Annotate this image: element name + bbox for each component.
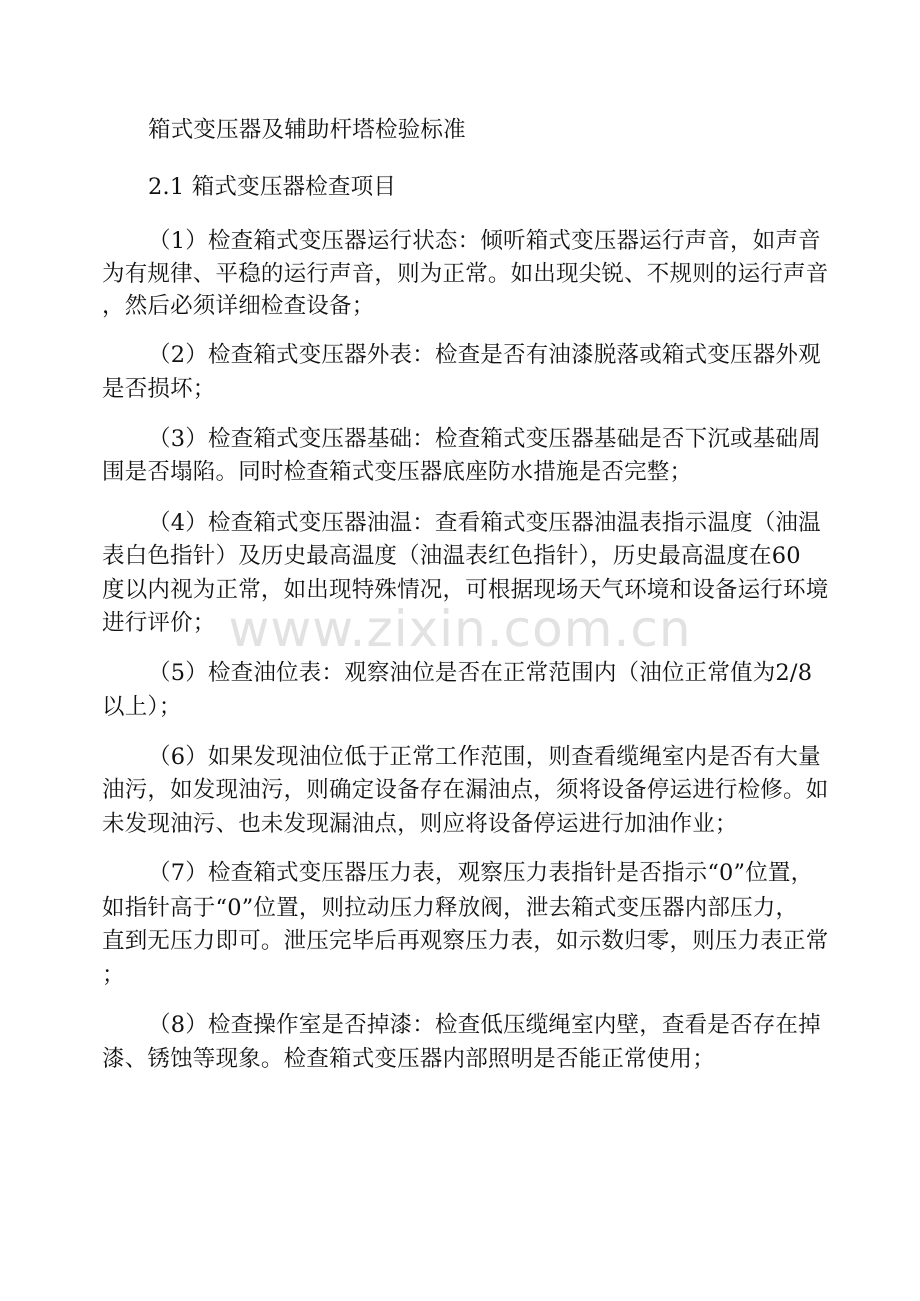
paragraph-line: 是否损坏； — [102, 376, 216, 402]
paragraph-line: （1）检查箱式变压器运行状态：倾听箱式变压器运行声音，如声音 — [148, 228, 821, 254]
paragraph-line: （8）检查操作室是否掉漆：检查低压缆绳室内壁，查看是否存在掉 — [148, 1012, 821, 1038]
paragraph-line: ，然后必须详细检查设备； — [102, 293, 375, 319]
paragraph-line: 为有规律、平稳的运行声音，则为正常。如出现尖锐、不规则的运行声音 — [102, 261, 829, 287]
paragraph-line: （6）如果发现油位低于正常工作范围，则查看缆绳室内是否有大量 — [148, 744, 821, 770]
paragraph-line: 如指针高于“0”位置，则拉动压力释放阀，泄去箱式变压器内部压力， — [102, 895, 799, 921]
paragraph-line: （5）检查油位表：观察油位是否在正常范围内（油位正常值为2/8 — [148, 660, 813, 686]
paragraph-line: 围是否塌陷。同时检查箱式变压器底座防水措施是否完整； — [102, 459, 693, 485]
paragraph-line: 直到无压力即可。泄压完毕后再观察压力表，如示数归零，则压力表正常 — [102, 928, 829, 954]
paragraph-line: （2）检查箱式变压器外表：检查是否有油漆脱落或箱式变压器外观 — [148, 342, 821, 368]
paragraph-line: 油污，如发现油污，则确定设备存在漏油点，须将设备停运进行检修。如 — [102, 777, 829, 803]
paragraph-line: 漆、锈蚀等现象。检查箱式变压器内部照明是否能正常使用； — [102, 1046, 715, 1072]
paragraph-line: 以上）； — [102, 694, 182, 720]
watermark: www.zixin.com.cn — [228, 600, 692, 658]
paragraph-line: 度以内视为正常，如出现特殊情况，可根据现场天气环境和设备运行环境 — [102, 577, 829, 603]
paragraph-line: （4）检查箱式变压器油温：查看箱式变压器油温表指示温度（油温 — [148, 510, 821, 536]
paragraph-line: ； — [102, 962, 125, 988]
document-title: 箱式变压器及辅助杆塔检验标准 — [148, 117, 466, 143]
section-heading: 2.1 箱式变压器检查项目 — [148, 174, 397, 200]
paragraph-line: 进行评价； — [102, 610, 216, 636]
paragraph-line: （3）检查箱式变压器基础：检查箱式变压器基础是否下沉或基础周 — [148, 426, 821, 452]
paragraph-line: 未发现油污、也未发现漏油点，则应将设备停运进行加油作业； — [102, 811, 738, 837]
paragraph-line: （7）检查箱式变压器压力表，观察压力表指针是否指示“0”位置， — [148, 860, 814, 886]
paragraph-line: 表白色指针）及历史最高温度（油温表红色指针），历史最高温度在60 — [102, 543, 801, 569]
